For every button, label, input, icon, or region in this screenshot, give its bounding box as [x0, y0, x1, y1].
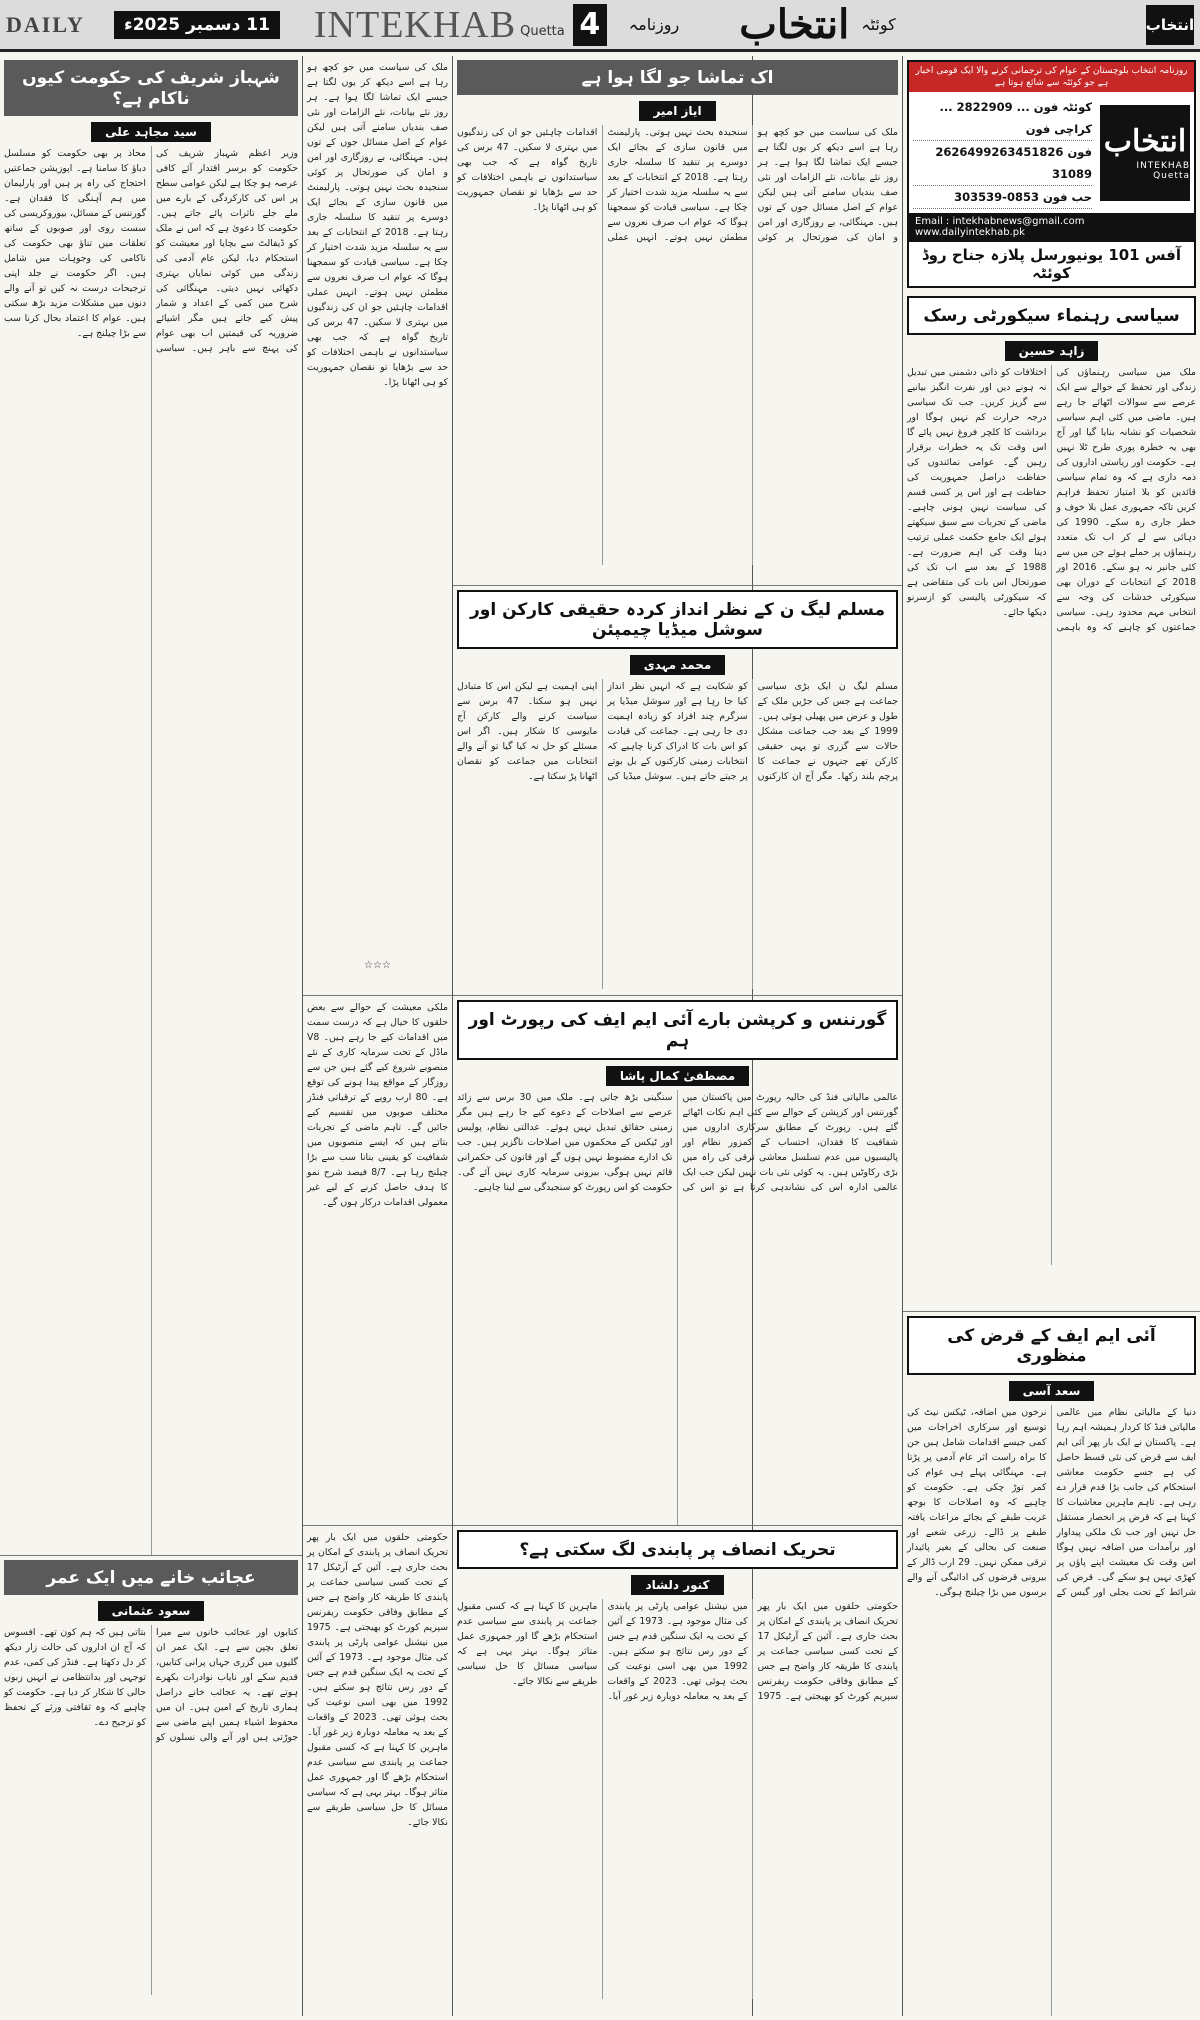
article-body: دنیا کے مالیاتی نظام میں عالمی مالیاتی فنڈ کا کردار ہمیشہ اہم رہا ہے۔ پاکستان نے ایک بار پھر آئی ایم ایف سے قرض کی نئی قسط حاصل کی ہے جسے حکومت معاشی استحکام کی جانب بڑا قدم قرار دے رہی ہے۔ تاہم ماہرین معاشیات کا کہنا ہے کہ قرض پر انحصار مستقل حل نہیں اور جب تک ملکی پیداوار اور برآمدات میں اضافہ نہیں ہوگا اس وقت تک معیشت اپنے پاؤں پر کھڑی نہیں ہو سکے گی۔ قرض کی شرائط کے تحت بجلی اور گیس کے نرخوں میں اضافہ، ٹیکس نیٹ کی توسیع اور سرکاری اخراجات میں کمی جیسے اقدامات شامل ہیں جن کا براہ راست اثر عام آدمی پر پڑتا ہے۔ مہنگائی پہلے ہی عوام کی کمر توڑ چکی ہے۔ حکومت کو چاہیے کہ وہ اصلاحات کا بوجھ غریب طبقے کے بجائے مراعات یافتہ طبقے پر ڈالے۔ زرعی شعبے اور صنعت کی بحالی کے بغیر پائیدار ترقی ممکن نہیں۔ 29 ارب ڈالر کے بیرونی قرضوں کی ادائیگی آنے والے برسوں میں بڑا چیلنج ہوگی۔: [907, 1407, 1196, 1598]
article-body: کتابوں اور عجائب خانوں سے میرا تعلق بچپن سے ہے۔ ایک عمر ان گلیوں میں گزری جہاں پرانی کتابیں، قدیم سکے اور نایاب نوادرات بکھرے ہوتے تھے۔ یہ عجائب خانے دراصل ہماری تاریخ کے امین ہیں۔ ان میں محفوظ اشیاء ہمیں اپنے ماضی سے جوڑتی ہیں اور آنے والی نسلوں کو بتاتی ہیں کہ ہم کون تھے۔ افسوس کہ آج ان اداروں کی حالت زار دیکھ کر دل دکھتا ہے۔ فنڈز کی کمی، عدم توجہی اور بدانتظامی نے انہیں زبوں حالی کا شکار کر دیا ہے۔ حکومت کو چاہیے کہ وہ ثقافتی ورثے کے تحفظ کو ترجیح دے۔: [4, 1627, 298, 1743]
article-shehbaz-govt: [0, 56, 302, 1556]
roznama-label: روزنامہ: [628, 15, 680, 34]
article-body: ملک میں سیاسی رہنماؤں کی زندگی اور تحفظ کے حوالے سے ایک عرصے سے سوالات اٹھائے جا رہے ہیں۔ ماضی میں کئی اہم سیاسی شخصیات کو نشانہ بنایا گیا اور آج بھی یہ خطرہ پوری طرح ٹلا نہیں ہے۔ حکومت اور ریاستی اداروں کی ذمہ داری ہے کہ وہ تمام سیاسی قائدین کو بلا امتیاز تحفظ فراہم کریں تاکہ جمہوری عمل بلا خوف و خطر جاری رہ سکے۔ 1990 کی دہائی سے لے کر اب تک متعدد رہنماؤں پر حملے ہوئے جن میں سے کئی جانبر نہ ہو سکے۔ 2016 اور 2018 کے انتخابات کے دوران بھی سیکورٹی خدشات کی وجہ سے انتخابی مہم محدود رہی۔ سیاسی جماعتوں کو چاہیے کہ وہ باہمی اختلافات کو ذاتی دشمنی میں تبدیل نہ ہونے دیں اور نفرت انگیز بیانیے سے گریز کریں۔ جب تک سیاسی درجہ حرارت کم نہیں ہوگا اور برداشت کا کلچر فروغ نہیں پائے گا اس وقت تک یہ خطرات برقرار رہیں گے۔ عوامی نمائندوں کی حفاظت دراصل جمہوریت کی حفاظت ہے اور اس پر کسی قسم کی سیاست نہیں ہونی چاہیے۔ ماضی کے تجربات سے سبق سیکھتے ہوئے ایک جامع حکمت عملی ترتیب دینا وقت کی اہم ضرورت ہے۔ 1988 کے بعد سے اب تک کی صورتحال اس بات کی متقاضی ہے کہ سیکورٹی پالیسی کو ازسرنو دیکھا جائے۔: [907, 367, 1196, 633]
article-byline: زاہد حسین: [1005, 341, 1099, 361]
article-body: ملکی معیشت کے حوالے سے بعض حلقوں کا خیال ہے کہ درست سمت میں اقدامات کیے جا رہے ہیں۔ V8 ماڈل کے تحت سرمایہ کاری کے نئے منصوبے شروع کیے گئے ہیں جن سے روزگار کے مواقع پیدا ہونے کی توقع ہے۔ 80 ارب روپے کے ترقیاتی فنڈز مختلف صوبوں میں تقسیم کیے جائیں گے۔ تاہم ماضی کے تجربات بتاتے ہیں کہ ایسے منصوبوں میں شفافیت کو یقینی بنانا سب سے بڑا چیلنج رہا ہے۔ 8/7 فیصد شرح نمو کا ہدف حاصل کرنے کے لیے غیر معمولی اقدامات درکار ہوں گے۔: [307, 1002, 449, 1208]
article-byline: محمد مہدی: [630, 655, 726, 675]
article-headline: آئی ایم ایف کے قرض کی منظوری: [907, 1316, 1196, 1375]
contact-ribbon: روزنامہ انتخاب بلوچستان کے عوام کی ترجمانی کرنے والا ایک قومی اخبار ہے جو کوئٹہ سے شائع ہوتا ہے: [909, 62, 1194, 92]
article-security-risk: [903, 292, 1200, 1312]
article-imf-loan: [903, 1312, 1200, 2016]
article-headline: تحریک انصاف پر پابندی لگ سکتی ہے؟: [457, 1530, 898, 1569]
article-headline: سیاسی رہنماء سیکورٹی رسک: [907, 296, 1196, 335]
email-website[interactable]: Email : intekhabnews@gmail.com www.dailyintekhab.pk: [909, 213, 1194, 241]
logo-urdu: انتخاب: [1103, 124, 1187, 159]
article-body: حکومتی حلقوں میں ایک بار پھر تحریک انصاف پر پابندی کے امکان پر بحث جاری ہے۔ آئین کے آرٹیکل 17 کے تحت کسی سیاسی جماعت پر پابندی کا طریقہ کار واضح ہے جس کے مطابق وفاقی حکومت ریفرنس سپریم کورٹ کو بھیجتی ہے۔ 1975 میں نیشنل عوامی پارٹی پر پابندی کی مثال موجود ہے۔ 1973 کے آئین کے تحت یہ ایک سنگین قدم ہے جس کے دور رس نتائج ہو سکتے ہیں۔ 1992 میں بھی اسی نوعیت کی بحث ہوئی تھی۔ 2023 کے واقعات کے بعد یہ معاملہ دوبارہ زیر غور آیا۔ ماہرین کا کہنا ہے کہ کسی مقبول جماعت پر پابندی سے سیاسی عدم استحکام بڑھے گا اور جمہوری عمل متاثر ہوگا۔ بہتر یہی ہے کہ سیاسی مسائل کا حل سیاسی طریقے سے نکالا جائے۔: [457, 1601, 898, 1702]
article-museum-life: [0, 1556, 302, 2016]
issue-date: 11 دسمبر 2025ء: [114, 11, 280, 39]
article-byline: سعود عثمانی: [98, 1601, 205, 1621]
article-byline: ایاز امیر: [639, 101, 715, 121]
article-pti-ban-continued: [303, 1526, 452, 2016]
center-right-block: [453, 56, 902, 2016]
phone-line: فون 2626499263451826 31089: [913, 141, 1092, 186]
article-end-stars: ☆☆☆: [364, 960, 391, 971]
article-spectacle-continued: [303, 56, 452, 996]
page-number: 4: [573, 4, 607, 46]
phone-line: کوئٹہ فون ... 2822909 ... کراچی فون: [913, 96, 1092, 141]
article-body: ملک کی سیاست میں جو کچھ ہو رہا ہے اسے دیکھ کر یوں لگتا ہے جیسے ایک تماشا لگا ہوا ہے۔ ہر روز نئے بیانات، نئے الزامات اور نئی صف بندیاں سامنے آتی ہیں لیکن عوام کے اصل مسائل جوں کے توں ہیں۔ مہنگائی، بے روزگاری اور امن و امان کی صورتحال پر کوئی سنجیدہ بحث نہیں ہوتی۔ پارلیمنٹ میں قانون سازی کے بجائے ایک دوسرے پر تنقید کا سلسلہ جاری رہتا ہے۔ 2018 کے انتخابات کے بعد سے یہ سلسلہ مزید شدت اختیار کر چکا ہے۔ سیاسی قیادت کو سمجھنا ہوگا کہ عوام اب صرف نعروں سے مطمئن نہیں ہوتے۔ انہیں عملی اقدامات چاہئیں جو ان کی زندگیوں میں بہتری لا سکیں۔ 47 برس کی تاریخ گواہ ہے کہ جب بھی سیاستدانوں نے باہمی اختلافات کو حد سے بڑھایا تو نقصان جمہوریت کو ہی اٹھانا پڑا۔: [307, 62, 448, 388]
article-v8: [303, 996, 452, 1526]
masthead: [0, 0, 1200, 52]
article-spectacle: [453, 56, 902, 586]
article-headline: گورننس و کرپشن بارے آئی ایم ایف کی رپورٹ اور ہم: [457, 1000, 898, 1060]
article-byline: مصطفیٰ کمال پاشا: [606, 1066, 749, 1086]
article-body: مسلم لیگ ن ایک بڑی سیاسی جماعت ہے جس کی جڑیں ملک کے طول و عرض میں پھیلی ہوئی ہیں۔ 1999 کے بعد جب جماعت مشکل حالات سے گزری تو یہی حقیقی کارکن تھے جنہوں نے جماعت کا پرچم بلند رکھا۔ مگر آج ان کارکنوں کو شکایت ہے کہ انہیں نظر انداز کیا جا رہا ہے اور سوشل میڈیا پر سرگرم چند افراد کو زیادہ اہمیت دی جا رہی ہے۔ جماعت کی قیادت کو اس بات کا ادراک کرنا چاہیے کہ انتخابات زمینی کارکنوں کے بل بوتے پر جیتے جاتے ہیں۔ سوشل میڈیا کی اپنی اہمیت ہے لیکن اس کا متبادل نہیں ہو سکتا۔ 47 برس سے سیاست کرنے والے کارکن آج مایوسی کا شکار ہیں۔ اگر اس مسئلے کو حل نہ کیا گیا تو آنے والے انتخابات میں جماعت کو نقصان اٹھانا پڑ سکتا ہے۔: [457, 681, 898, 782]
contact-numbers: [913, 96, 1100, 209]
article-headline: مسلم لیگ ن کے نظر انداز کردہ حقیقی کارکن اور سوشل میڈیا چیمپئن: [457, 590, 898, 649]
article-body: حکومتی حلقوں میں ایک بار پھر تحریک انصاف پر پابندی کے امکان پر بحث جاری ہے۔ آئین کے آرٹیکل 17 کے تحت کسی سیاسی جماعت پر پابندی کا طریقہ کار واضح ہے جس کے مطابق وفاقی حکومت ریفرنس سپریم کورٹ کو بھیجتی ہے۔ 1975 میں نیشنل عوامی پارٹی پر پابندی کی مثال موجود ہے۔ 1973 کے آئین کے تحت یہ ایک سنگین قدم ہے جس کے دور رس نتائج ہو سکتے ہیں۔ 1992 میں بھی اسی نوعیت کی بحث ہوئی تھی۔ 2023 کے واقعات کے بعد یہ معاملہ دوبارہ زیر غور آیا۔ ماہرین کا کہنا ہے کہ کسی مقبول جماعت پر پابندی سے سیاسی عدم استحکام بڑھے گا اور جمہوری عمل متاثر ہوگا۔ بہتر یہی ہے کہ سیاسی مسائل کا حل سیاسی طریقے سے نکالا جائے۔: [307, 1532, 449, 1828]
article-governance-imf: [453, 996, 902, 1526]
phone-line: حب فون 0853-303539: [913, 186, 1092, 209]
article-headline: عجائب خانے میں ایک عمر: [4, 1560, 298, 1595]
brand-urdu: انتخاب: [739, 1, 850, 48]
article-body: عالمی مالیاتی فنڈ کی حالیہ رپورٹ میں پاکستان میں گورننس اور کرپشن کے حوالے سے کئی اہم نکات اٹھائے گئے ہیں۔ رپورٹ کے مطابق سرکاری اداروں میں شفافیت کا فقدان، احتساب کے کمزور نظام اور پالیسیوں میں عدم تسلسل معاشی ترقی کی راہ میں بڑی رکاوٹیں ہیں۔ یہ کوئی نئی بات نہیں لیکن جب ایک عالمی ادارہ اس کی نشاندہی کرتا ہے تو اس کی سنگینی بڑھ جاتی ہے۔ ملک میں 30 برس سے زائد عرصے سے اصلاحات کے دعوے کیے جا رہے ہیں مگر زمینی حقائق تبدیل نہیں ہوئے۔ عدالتی نظام، پولیس اور ٹیکس کے محکموں میں اصلاحات ناگزیر ہیں۔ جب تک ادارے مضبوط نہیں ہوں گے اور قانون کی حکمرانی قائم نہیں ہوگی، بیرونی سرمایہ کاری نہیں آئے گی۔ حکومت کو اس رپورٹ کو سنجیدگی سے لینا چاہیے۔: [457, 1092, 898, 1193]
article-headline: شہباز شریف کی حکومت کیوں ناکام ہے؟: [4, 60, 298, 116]
article-byline: کنور دلشاد: [631, 1575, 723, 1595]
right-column: [903, 56, 1200, 2016]
article-muslim-league: [453, 586, 902, 996]
left-column: [0, 56, 302, 2016]
newspaper-logo: [1100, 105, 1190, 201]
logo-english: INTEKHAB Quetta: [1136, 161, 1190, 181]
daily-label: DAILY: [6, 11, 85, 37]
article-body: وزیر اعظم شہباز شریف کی حکومت کو برسر اقتدار آئے کافی عرصہ ہو چکا ہے لیکن عوامی سطح پر اس کی کارکردگی کے بارے میں ملے جلے تاثرات پائے جاتے ہیں۔ حکومت کا دعویٰ ہے کہ اس نے ملک کو ڈیفالٹ سے بچایا اور معیشت کو استحکام دیا، لیکن عام آدمی کی زندگی میں کوئی نمایاں بہتری دکھائی نہیں دیتی۔ مہنگائی کی شرح میں کمی کے اعداد و شمار پیش کیے جاتے ہیں مگر اشیائے ضروریہ کی قیمتیں اب بھی عوام کی پہنچ سے باہر ہیں۔ سیاسی محاذ پر بھی حکومت کو مسلسل دباؤ کا سامنا ہے۔ اپوزیشن جماعتیں احتجاج کی راہ پر ہیں اور پارلیمان میں ہم آہنگی کا فقدان ہے۔ گورننس کے مسائل، بیوروکریسی کی سست روی اور صوبوں کے ساتھ تعلقات میں تناؤ بھی حکومت کی ناکامی کی وجوہات میں شامل ہیں۔ اگر حکومت نے جلد اپنی ترجیحات درست نہ کیں تو آنے والے دنوں میں مشکلات مزید بڑھ سکتی ہیں۔ عوام کا اعتماد بحال کرنا سب سے بڑا چیلنج ہے۔: [4, 148, 298, 354]
brand-city-urdu: کوئٹہ: [861, 15, 896, 34]
article-headline: اک تماشا جو لگا ہوا ہے: [457, 60, 898, 95]
contact-box: [907, 60, 1196, 288]
article-body: ملک کی سیاست میں جو کچھ ہو رہا ہے اسے دیکھ کر یوں لگتا ہے جیسے ایک تماشا لگا ہوا ہے۔ ہر روز نئے بیانات، نئے الزامات اور نئی صف بندیاں سامنے آتی ہیں لیکن عوام کے اصل مسائل جوں کے توں ہیں۔ مہنگائی، بے روزگاری اور امن و امان کی صورتحال پر کوئی سنجیدہ بحث نہیں ہوتی۔ پارلیمنٹ میں قانون سازی کے بجائے ایک دوسرے پر تنقید کا سلسلہ جاری رہتا ہے۔ 2018 کے انتخابات کے بعد سے یہ سلسلہ مزید شدت اختیار کر چکا ہے۔ سیاسی قیادت کو سمجھنا ہوگا کہ عوام اب صرف نعروں سے مطمئن نہیں ہوتے۔ انہیں عملی اقدامات چاہئیں جو ان کی زندگیوں میں بہتری لا سکیں۔ 47 برس کی تاریخ گواہ ہے کہ جب بھی سیاستدانوں نے باہمی اختلافات کو حد سے بڑھایا تو نقصان جمہوریت کو ہی اٹھانا پڑا۔: [457, 127, 898, 243]
article-byline: سید مجاہد علی: [91, 122, 211, 142]
masthead-logo: انتخاب: [1146, 5, 1194, 45]
brand-english: INTEKHAB: [313, 3, 517, 46]
center-left-column: [303, 56, 452, 2016]
article-byline: سعد آسی: [1009, 1381, 1095, 1401]
office-address: آفس 101 یونیورسل پلازہ جناح روڈ کوئٹہ: [909, 241, 1194, 286]
article-pti-ban: [453, 1526, 902, 2016]
brand-city-english: Quetta: [520, 24, 565, 39]
